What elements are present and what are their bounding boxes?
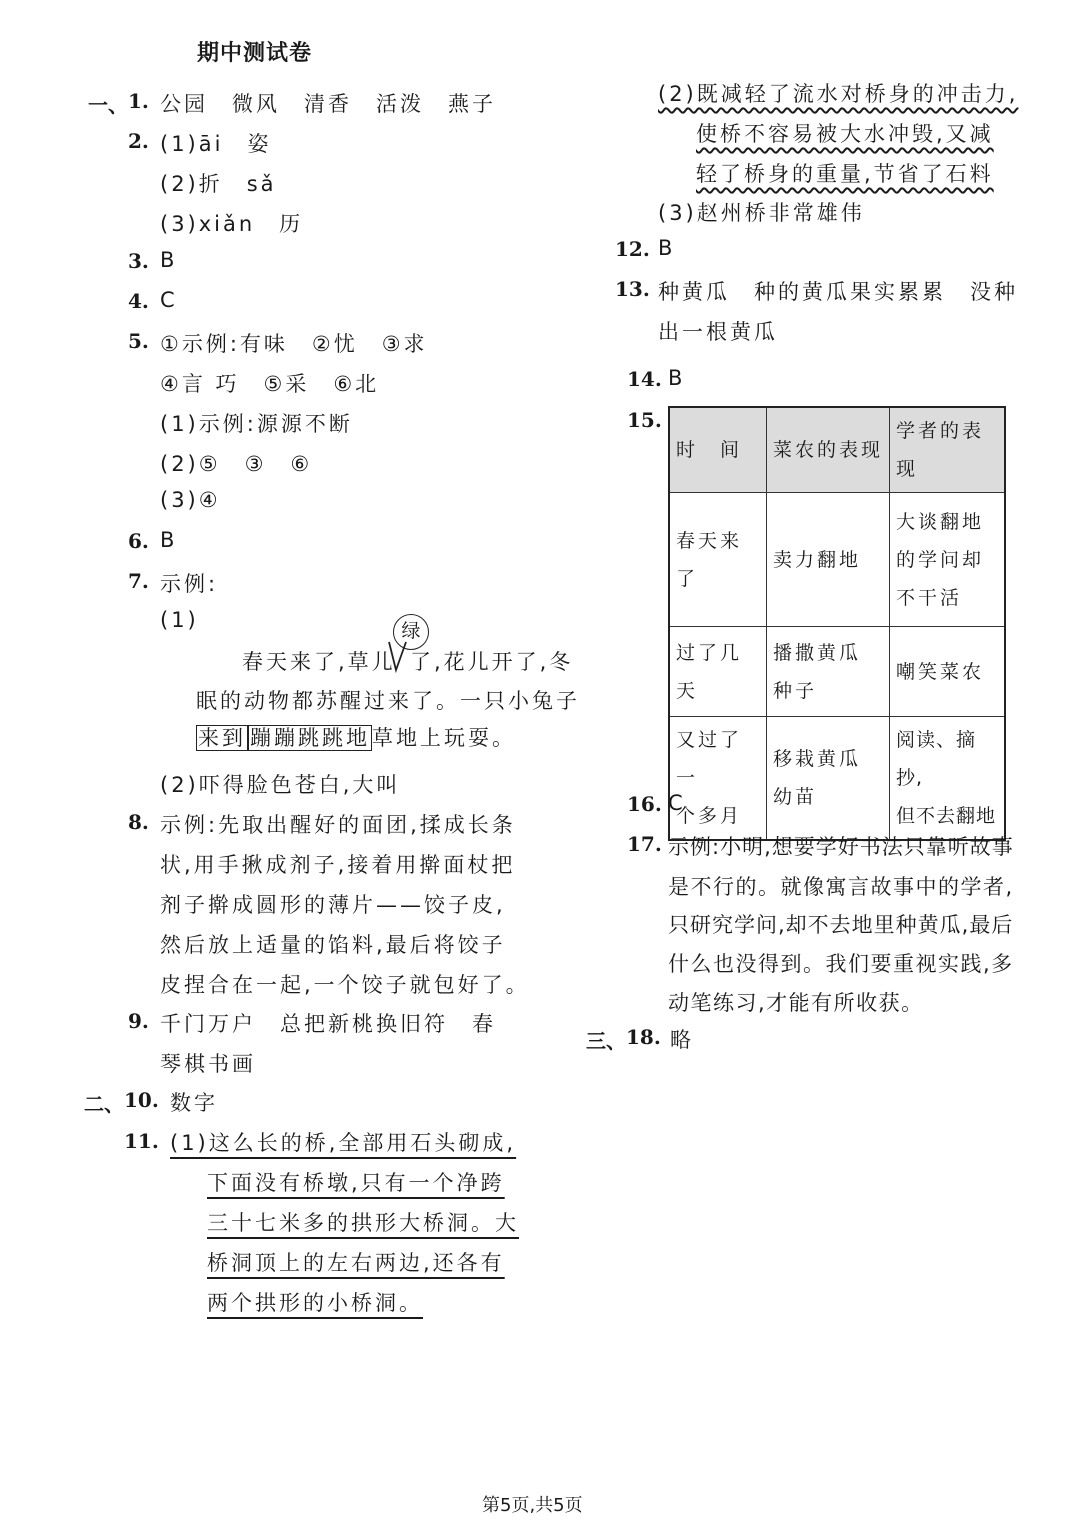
cell-line: 又过了一 <box>676 729 743 789</box>
q7-number: 7. <box>128 569 149 593</box>
q17-line1: 示例:小明,想要学好书法只靠听故事 <box>668 835 1014 859</box>
inserted-word-circle: 绿 <box>393 614 429 650</box>
q4-number: 4. <box>128 289 149 313</box>
table-cell: 卖力翻地 <box>767 493 890 627</box>
q11-line3: 三十七米多的拱形大桥洞。大 <box>207 1211 519 1235</box>
q5-line3: (1)示例:源源不断 <box>160 412 353 436</box>
q3-number: 3. <box>128 249 149 273</box>
q6-number: 6. <box>128 529 149 553</box>
section-two-label: 二、 <box>84 1092 124 1116</box>
table-cell <box>890 717 1006 841</box>
table-row <box>669 493 1005 627</box>
q7-para-line3 <box>196 722 516 752</box>
q16-answer: C <box>668 791 686 815</box>
table-cell: 过了几天 <box>669 627 767 717</box>
q7-para-line3-rest: 草地上玩耍。 <box>372 726 516 750</box>
section-one-label: 一、 <box>88 93 128 117</box>
q1-answer: 公园 微风 清香 活泼 燕子 <box>160 92 496 116</box>
q9-number: 9. <box>128 1009 149 1033</box>
table-header-row <box>669 407 1005 493</box>
q8-line2: 状,用手揪成剂子,接着用擀面杖把 <box>160 853 516 877</box>
cell-line: 不干活 <box>896 586 963 609</box>
q16-number: 16. <box>627 792 662 816</box>
q5-number: 5. <box>128 329 149 353</box>
q13-line2: 出一根黄瓜 <box>658 320 778 344</box>
q2-line1: (1)āi 姿 <box>160 132 272 156</box>
table-cell <box>669 717 767 841</box>
q9-line2: 琴棋书画 <box>160 1052 256 1076</box>
cell-line: 阅读、摘抄, <box>896 729 977 789</box>
q12-answer: B <box>658 236 676 260</box>
cell-line: 移栽黄瓜 <box>773 748 862 770</box>
q11-number: 11. <box>124 1129 159 1153</box>
q7-para-line2: 眠的动物都苏醒过来了。一只小兔子 <box>196 689 580 713</box>
q11-line2: 下面没有桥墩,只有一个净跨 <box>207 1171 505 1195</box>
table-cell <box>767 627 890 717</box>
q14-answer: B <box>668 366 686 390</box>
q11-line1: (1)这么长的桥,全部用石头砌成, <box>170 1131 517 1155</box>
q13-line1: 种黄瓜 种的黄瓜果实累累 没种 <box>658 280 1018 304</box>
q18-answer: 略 <box>670 1028 694 1052</box>
q17-line4: 什么也没得到。我们要重视实践,多 <box>668 952 1014 976</box>
q11-sub3: (3)赵州桥非常雄伟 <box>658 201 865 225</box>
q7-sub1-label: (1) <box>160 608 199 632</box>
q9-line1: 千门万户 总把新桃换旧符 春 <box>160 1012 496 1036</box>
cell-line: 大谈翻地 <box>896 510 985 533</box>
q5-line4: (2)⑤ ③ ⑥ <box>160 452 313 476</box>
table-cell: 春天来了 <box>669 493 767 627</box>
q11-line4: 桥洞顶上的左右两边,还各有 <box>207 1251 505 1275</box>
q11-sub2-line2: 使桥不容易被大水冲毁,又减 <box>696 122 994 146</box>
q8-line3: 剂子擀成圆形的薄片——饺子皮, <box>160 893 506 917</box>
q17-line3: 只研究学问,却不去地里种黄瓜,最后 <box>668 913 1014 937</box>
q12-number: 12. <box>615 237 650 261</box>
q4-answer: C <box>160 288 178 312</box>
table-row <box>669 627 1005 717</box>
q8-line4: 然后放上适量的馅料,最后将饺子 <box>160 933 506 957</box>
cell-line: 的学问却 <box>896 548 985 571</box>
q17-number: 17. <box>627 832 662 856</box>
cell-line: 种子 <box>773 679 818 702</box>
q17-line2: 是不行的。就像寓言故事中的学者, <box>668 875 1014 899</box>
cell-line: 但不去翻地 <box>896 805 997 827</box>
q10-number: 10. <box>124 1088 159 1112</box>
page-footer: 第5页,共5页 <box>482 1495 583 1516</box>
q3-answer: B <box>160 248 178 272</box>
table-cell: 嘲笑菜农 <box>890 627 1006 717</box>
q17-line5: 动笔练习,才能有所收获。 <box>668 991 924 1015</box>
q15-number: 15. <box>627 408 662 432</box>
q7-para-line1b: 了,花儿开了,冬 <box>410 650 574 674</box>
cell-line: 播撒黄瓜 <box>773 641 862 664</box>
q14-number: 14. <box>627 367 662 391</box>
q1-number: 1. <box>128 89 149 113</box>
swap-box-1: 来到 <box>198 726 246 750</box>
q5-line5: (3)④ <box>160 488 221 512</box>
q7-intro: 示例: <box>160 572 219 596</box>
q2-line3: (3)xiǎn 历 <box>160 212 304 236</box>
q8-line5: 皮捏合在一起,一个饺子就包好了。 <box>160 973 530 997</box>
q10-answer: 数字 <box>170 1091 218 1115</box>
swap-box-2: 蹦蹦跳跳地 <box>250 726 370 750</box>
cell-line: 幼苗 <box>773 786 818 808</box>
q5-line1: ①示例:有味 ②忧 ③求 <box>160 332 428 356</box>
q2-line2: (2)折 sǎ <box>160 172 277 196</box>
table-cell <box>767 717 890 841</box>
q2-number: 2. <box>128 129 149 153</box>
q18-number: 18. <box>626 1025 661 1049</box>
q11-line5: 两个拱形的小桥洞。 <box>207 1291 423 1315</box>
page-title: 期中测试卷 <box>197 41 313 66</box>
table-header-cell: 学者的表现 <box>890 407 1006 493</box>
q11-sub2-line1: (2)既减轻了流水对桥身的冲击力, <box>658 82 1019 106</box>
q8-number: 8. <box>128 810 149 834</box>
q8-line1: 示例:先取出醒好的面团,揉成长条 <box>160 813 516 837</box>
table-header-cell: 时 间 <box>669 407 767 493</box>
q11-sub2-line3: 轻了桥身的重量,节省了石料 <box>696 162 994 186</box>
table-header-cell: 菜农的表现 <box>767 407 890 493</box>
table-row <box>669 717 1005 841</box>
q15-table <box>668 406 1006 841</box>
cell-line: 个多月 <box>676 805 743 827</box>
table-cell <box>890 493 1006 627</box>
q6-answer: B <box>160 528 178 552</box>
q5-line2: ④言 巧 ⑤采 ⑥北 <box>160 372 380 396</box>
q7-para-line1a: 春天来了,草儿 <box>242 650 396 674</box>
q7-sub2: (2)吓得脸色苍白,大叫 <box>160 773 401 797</box>
section-three-label: 三、 <box>586 1029 626 1053</box>
q13-number: 13. <box>615 277 650 301</box>
